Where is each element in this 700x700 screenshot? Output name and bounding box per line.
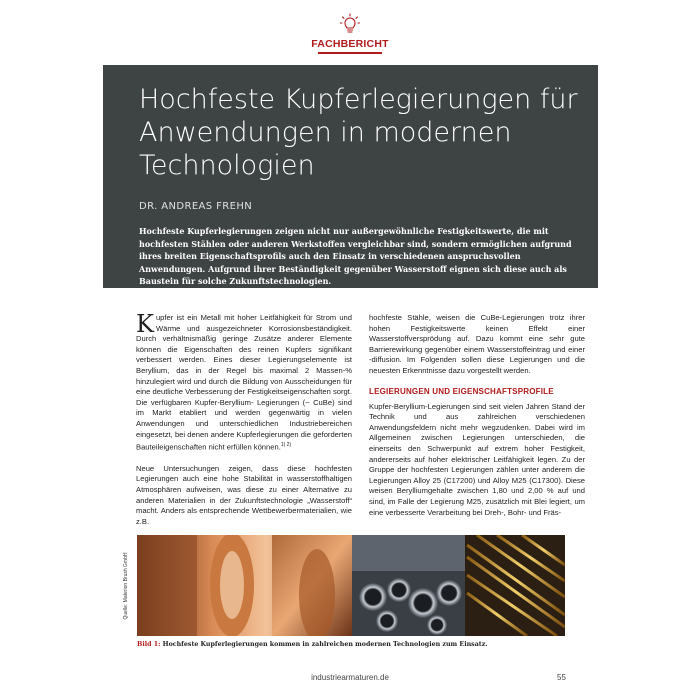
figure-caption-text: Hochfeste Kupferlegierungen kommen in zahlreichen modernen Technologien zum Einsatz.	[162, 641, 488, 648]
paragraph-hydrogen: Neue Untersuchungen zeigen, dass diese hochfesten Legierungen auch eine hohe Stabilität in wasserstoffhaltigen Atmosphären aufweisen, was diese zu einer Alternative zu anderen Materialien in der Zukunftstechnologie „Wasserstoff“ macht. Anders als entsprechende Wettbewerbermaterialien, wie z.B.	[136, 463, 352, 526]
page-number: 55	[557, 673, 566, 682]
paragraph-intro	[136, 310, 352, 453]
article-lead: Hochfeste Kupferlegierungen zeigen nicht nur außergewöhnliche Festigkeitswerte, die mit hochfesten Stählen oder anderen Werkstoffen vergleichbar sind, sondern ermöglichen aufgrund ihres breiten Eigenschaftsprofils auch den Einsatz in verschiedenen anspruchsvollen Anwendungen. Aufgrund ihrer Beständigkeit gegenüber Wasserstoff eignen sich diese auch als Baustein für solche Zukunftstechnologien.	[139, 226, 572, 287]
drop-cap: K	[136, 310, 154, 338]
lightbulb-icon	[340, 13, 360, 35]
figure-photo	[137, 535, 565, 636]
figure-caption-label: Bild 1:	[137, 641, 161, 648]
section-heading: LEGIERUNGEN UND EIGENSCHAFTSPROFILE	[369, 387, 554, 397]
text-column-left	[136, 310, 352, 538]
photo-credit: Quelle: Materion Brush GmbH	[123, 552, 129, 619]
article-title: Hochfeste Kupferlegierungen für Anwendungen in modernen Technologien	[139, 84, 578, 181]
paragraph-intro-text: upfer ist ein Metall mit hoher Leitfähigkeit für Strom und Wärme und ausgezeichneter Korrosionsbeständigkeit. Durch verhältnismäßig geringe Zusätze anderer Elemente können die Eigenschaften des reinen Kupfers signifikant verbessert werden. Eines dieser Legierungselemente ist Beryllium, das in der Regel bis maximal 2 Massen-% hinzulegiert wird und durch die Bildung von Ausscheidungen für eine deutliche Verbesserung der Festigkeitseigenschaften sorgt. Die verfügbaren Kupfer-Beryllium- Legierungen (~ CuBe) sind im Markt etabliert und werden gegenwärtig in vielen Anwendungen und unterschiedlichen Industriebereichen eingesetzt, bei denen andere Kupferlegierungen die geforderten Bauteileigenschaften nicht erfüllen können.	[136, 313, 352, 452]
article-author: DR. ANDREAS FREHN	[139, 201, 253, 212]
text-column-right	[369, 313, 585, 529]
section-category: FACHBERICHT	[311, 38, 389, 50]
category-underline	[318, 52, 382, 54]
paragraph-alloys: Kupfer-Beryllium-Legierungen sind seit vielen Jahren Stand der Technik und aus zahlreichen verschiedenen Anwendungsfeldern nicht mehr wegzudenken. Dabei wird im Allgemeinen zwischen Legierungen unterschieden, die einerseits den Schwerpunkt auf extrem hoher Festigkeit, andererseits auf hoher elektrischer Leitfähigkeit legen. Zu der Gruppe der hochfesten Legierungen zählen unter anderem die Legierungen Alloy 25 (C17200) und Alloy M25 (C17300). Diese weisen Berylliumgehalte zwischen 1,80 und 2,00 % auf und sind, im Falle der Legierung M25, zusätzlich mit Blei legiert, um eine verbesserte Verarbeitung bei Dreh-, Bohr- und Fräs-	[369, 401, 585, 517]
title-banner	[103, 65, 598, 288]
footer-website: industriearmaturen.de	[311, 673, 389, 682]
paragraph-embrittlement: hochfeste Stähle, weisen die CuBe-Legierungen trotz ihrer hohen Festigkeitswerte keinen Effekt einer Wasserstoffversprödung auf. Dazu kommt eine sehr gute Barrierewirkung gegenüber einem Wasserstoffeintrag und einer -diffusion. Im Folgenden sollen diese Legierungen und die neuesten Erkenntnisse dazu vorgestellt werden.	[369, 313, 585, 375]
footnote-reference: 1) 2)	[280, 442, 292, 449]
figure-caption	[137, 641, 567, 648]
